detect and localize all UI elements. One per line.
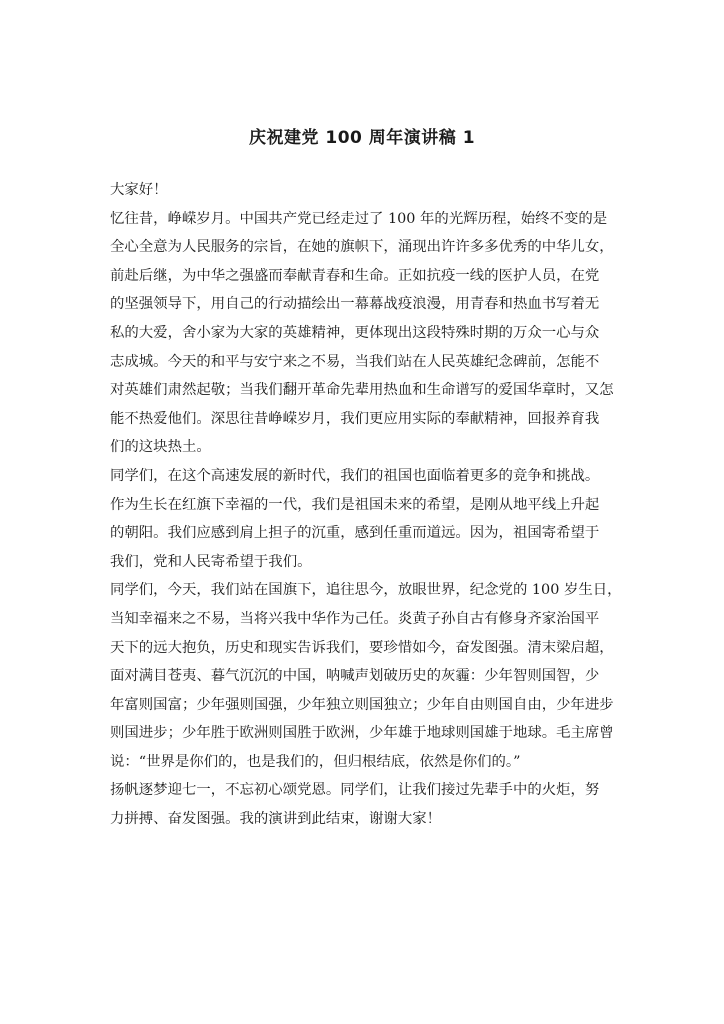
text-line: 力拼搏、奋发图强。我的演讲到此结束，谢谢大家！: [110, 811, 441, 828]
text-line: 对英雄们肃然起敬；当我们翻开革命先辈用热血和生命谱写的爱国华章时，又怎: [110, 382, 614, 399]
text-line: 同学们，今天，我们站在国旗下，追往思今，放眼世界，纪念党的 100 岁生日，: [110, 582, 622, 599]
text-line: 当知幸福来之不易，当将兴我中华作为己任。炎黄子孙自古有修身齐家治国平: [110, 610, 600, 627]
text-line: 忆往昔，峥嵘岁月。中国共产党已经走过了 100 年的光辉历程，始终不变的是: [110, 210, 608, 227]
text-line: 说：“世界是你们的，也是我们的，但归根结底，依然是你们的。”: [110, 753, 521, 770]
text-line: 天下的远大抱负，历史和现实告诉我们，要珍惜如今，奋发图强。清末梁启超，: [110, 639, 614, 656]
text-line: 我们，党和人民寄希望于我们。: [110, 553, 312, 570]
text-line: 前赴后继，为中华之强盛而奉献青春和生命。正如抗疫一线的医护人员，在党: [110, 267, 600, 284]
text-line: 能不热爱他们。深思往昔峥嵘岁月，我们更应用实际的奉献精神，回报养育我: [110, 410, 600, 427]
text-line: 面对满目苍夷、暮气沉沉的中国，呐喊声划破历史的灰霾：少年智则国智，少: [110, 668, 600, 685]
text-line: 的坚强领导下，用自己的行动描绘出一幕幕战疫浪漫，用青春和热血书写着无: [110, 296, 600, 313]
text-line: 年富则国富；少年强则国强，少年独立则国独立；少年自由则国自由，少年进步: [110, 696, 614, 713]
text-line: 私的大爱，舍小家为大家的英雄精神，更体现出这段特殊时期的万众一心与众: [110, 324, 600, 341]
text-line: 同学们，在这个高速发展的新时代，我们的祖国也面临着更多的竞争和挑战。: [110, 467, 600, 484]
text-line: 志成城。今天的和平与安宁来之不易，当我们站在人民英雄纪念碑前，怎能不: [110, 353, 600, 370]
text-line: 扬帆逐梦迎七一，不忘初心颂党恩。同学们，让我们接过先辈手中的火炬，努: [110, 782, 600, 799]
text-line: 作为生长在红旗下幸福的一代，我们是祖国未来的希望，是刚从地平线上升起: [110, 496, 600, 513]
document-body: [110, 176, 620, 834]
text-line: 大家好！: [110, 182, 168, 198]
document-title: 庆祝建党 100 周年演讲稿 1: [248, 128, 476, 148]
text-line: 的朝阳。我们应感到肩上担子的沉重，感到任重而道远。因为，祖国寄希望于: [110, 525, 600, 542]
text-line: 则国进步；少年胜于欧洲则国胜于欧洲，少年雄于地球则国雄于地球。毛主席曾: [110, 725, 614, 742]
text-line: 全心全意为人民服务的宗旨，在她的旗帜下，涌现出许许多多优秀的中华儿女，: [110, 239, 614, 256]
text-line: 们的这块热土。: [110, 439, 211, 456]
